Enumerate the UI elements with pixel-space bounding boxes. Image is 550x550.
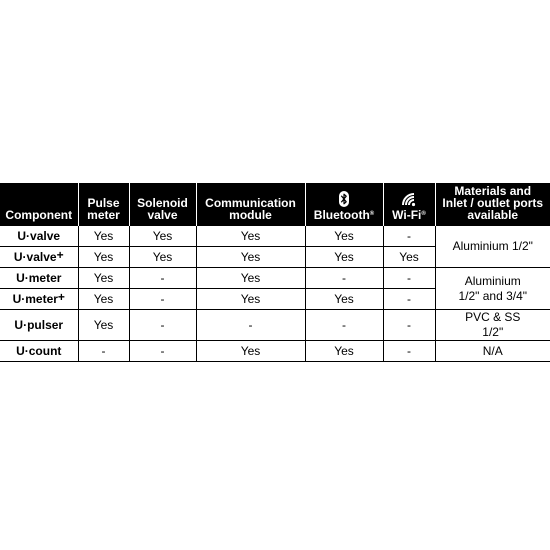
solenoid-valve-cell: Yes (129, 247, 196, 268)
bluetooth-cell: Yes (305, 341, 383, 362)
header-materials: Materials and Inlet / outlet ports available (435, 183, 550, 226)
materials-cell-pvc-ss: PVC & SS 1/2" (435, 310, 550, 341)
plus-mark: + (56, 248, 64, 262)
materials-cell-aluminium-half: Aluminium 1/2" (435, 226, 550, 268)
component-name: U·meter+ (0, 289, 78, 310)
table-row-u-meter (0, 268, 550, 289)
pulse-meter-cell: Yes (78, 310, 129, 341)
bluetooth-cell: - (305, 268, 383, 289)
communication-module-cell: Yes (196, 247, 305, 268)
component-name: U·valve+ (0, 247, 78, 268)
bluetooth-cell: - (305, 310, 383, 341)
pulse-meter-cell: Yes (78, 247, 129, 268)
solenoid-valve-cell: - (129, 289, 196, 310)
pulse-meter-cell: Yes (78, 226, 129, 247)
wifi-cell: - (383, 268, 435, 289)
materials-cell-aluminium-both: Aluminium 1/2" and 3/4" (435, 268, 550, 310)
wifi-cell: - (383, 310, 435, 341)
table-row-u-count (0, 341, 550, 362)
component-name: U·valve (0, 226, 78, 247)
header-solenoid-valve: Solenoid valve (129, 183, 196, 226)
header-component: Component (0, 183, 78, 226)
pulse-meter-cell: Yes (78, 268, 129, 289)
solenoid-valve-cell: - (129, 310, 196, 341)
component-name: U·count (0, 341, 78, 362)
communication-module-cell: Yes (196, 268, 305, 289)
communication-module-cell: Yes (196, 289, 305, 310)
header-communication-module: Communication module (196, 183, 305, 226)
wifi-icon (386, 191, 433, 207)
bluetooth-cell: Yes (305, 226, 383, 247)
bluetooth-cell: Yes (305, 247, 383, 268)
solenoid-valve-cell: - (129, 268, 196, 289)
communication-module-cell: Yes (196, 226, 305, 247)
component-name: U·meter (0, 268, 78, 289)
communication-module-cell: - (196, 310, 305, 341)
wifi-cell: - (383, 226, 435, 247)
header-pulse-meter: Pulse meter (78, 183, 129, 226)
bluetooth-icon (308, 191, 381, 207)
table-row-u-pulser (0, 310, 550, 341)
materials-cell-na: N/A (435, 341, 550, 362)
wifi-cell: Yes (383, 247, 435, 268)
wifi-cell: - (383, 341, 435, 362)
pulse-meter-cell: - (78, 341, 129, 362)
wifi-registered-mark: ® (421, 211, 426, 217)
communication-module-cell: Yes (196, 341, 305, 362)
header-wifi: Wi-Fi® (383, 183, 435, 226)
plus-mark: + (57, 290, 65, 304)
component-name: U·pulser (0, 310, 78, 341)
bluetooth-registered-mark: ® (369, 211, 375, 217)
comparison-table-wrapper (0, 183, 550, 362)
solenoid-valve-cell: - (129, 341, 196, 362)
solenoid-valve-cell: Yes (129, 226, 196, 247)
header-row (0, 183, 550, 226)
bluetooth-cell: Yes (305, 289, 383, 310)
pulse-meter-cell: Yes (78, 289, 129, 310)
table-row-u-valve (0, 226, 550, 247)
wifi-cell: - (383, 289, 435, 310)
component-comparison-table (0, 183, 550, 362)
header-bluetooth: Bluetooth® (305, 183, 383, 226)
